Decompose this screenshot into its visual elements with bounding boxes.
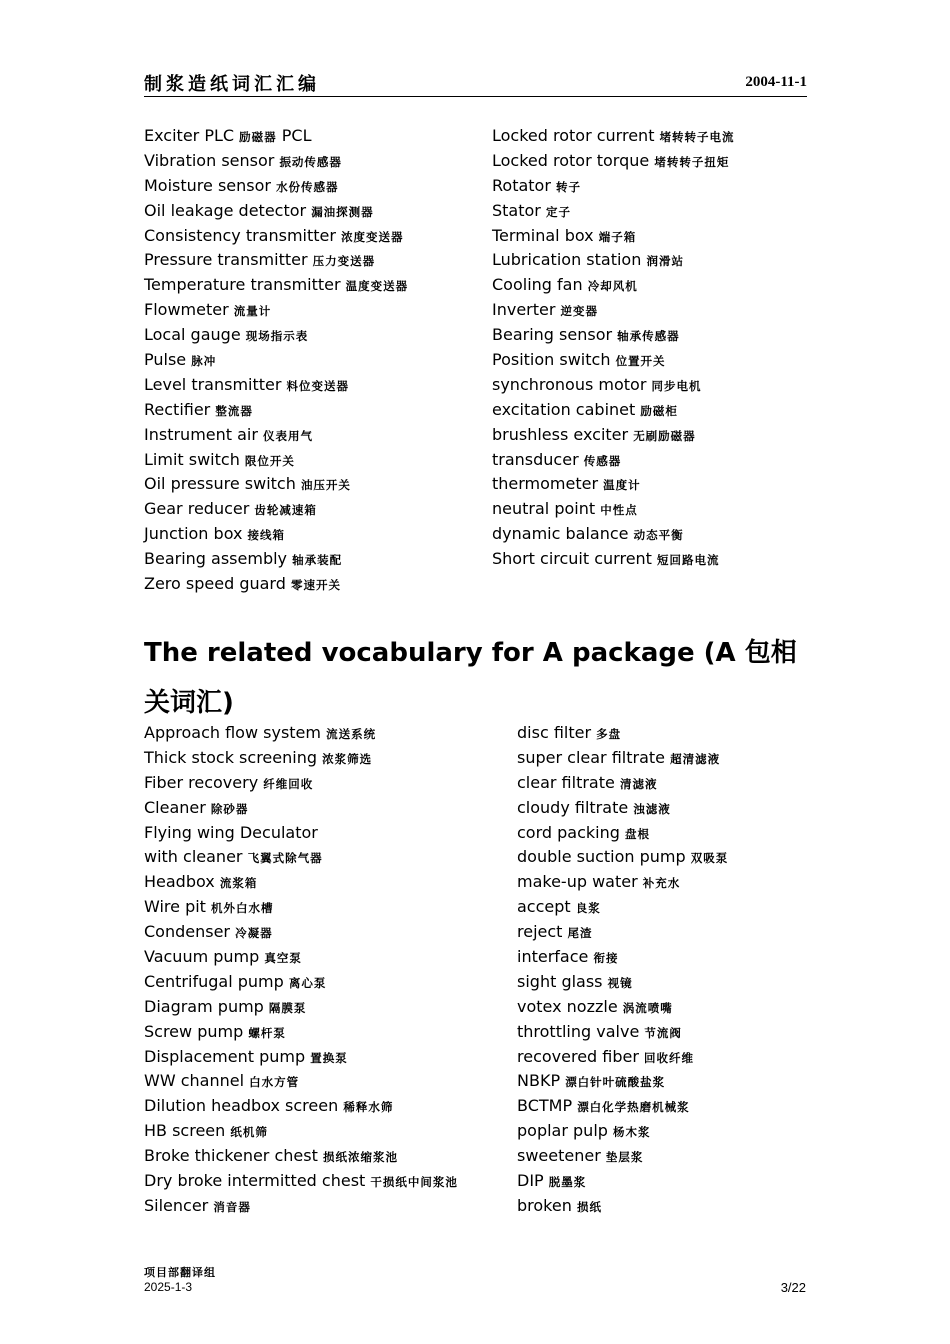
glossary-entry bbox=[144, 423, 408, 448]
glossary-column-1-right bbox=[492, 124, 735, 572]
term-chinese: 螺杆泵 bbox=[248, 1025, 286, 1040]
term-english: transducer bbox=[492, 449, 579, 469]
glossary-entry bbox=[492, 224, 735, 249]
term-chinese: 仪表用气 bbox=[263, 428, 314, 443]
term-chinese: 良浆 bbox=[575, 901, 601, 916]
page-number: 3/22 bbox=[780, 1280, 806, 1295]
term-chinese: 隔膜泵 bbox=[268, 1000, 307, 1015]
glossary-entry bbox=[517, 1069, 728, 1094]
glossary-entry bbox=[517, 845, 728, 870]
term-english: synchronous motor bbox=[492, 374, 647, 394]
glossary-entry bbox=[517, 796, 728, 821]
glossary-entry bbox=[492, 398, 735, 423]
term-english: Position switch bbox=[492, 350, 611, 370]
term-chinese: 浓度变送器 bbox=[341, 229, 404, 244]
glossary-entry bbox=[144, 945, 458, 970]
term-english: Locked rotor current bbox=[492, 126, 655, 145]
term-english: WW channel bbox=[144, 1071, 245, 1091]
glossary-entry bbox=[492, 124, 735, 149]
glossary-entry bbox=[492, 472, 735, 497]
term-english: Stator bbox=[492, 200, 541, 220]
term-chinese: 稀释水筛 bbox=[343, 1100, 394, 1115]
footer-left bbox=[144, 1266, 216, 1294]
glossary-entry bbox=[144, 497, 408, 522]
glossary-entry bbox=[144, 398, 408, 423]
term-chinese: 漏油探测器 bbox=[311, 204, 374, 219]
term-chinese: 纸机筛 bbox=[230, 1125, 268, 1140]
term-chinese: 垫层浆 bbox=[605, 1150, 644, 1165]
glossary-entry bbox=[144, 845, 458, 870]
term-chinese: 离心泵 bbox=[288, 975, 327, 990]
glossary-entry bbox=[144, 746, 458, 771]
term-chinese: 料位变送器 bbox=[286, 378, 350, 393]
term-chinese: 消音器 bbox=[213, 1199, 251, 1214]
term-chinese: 真空泵 bbox=[264, 951, 302, 966]
term-english: double suction pump bbox=[517, 847, 686, 867]
glossary-entry bbox=[517, 870, 728, 895]
term-chinese: 短回路电流 bbox=[657, 553, 720, 568]
term-english: neutral point bbox=[492, 499, 596, 519]
term-english: Displacement pump bbox=[144, 1046, 306, 1066]
term-english: Rectifier bbox=[144, 399, 211, 419]
glossary-entry bbox=[144, 870, 458, 895]
term-chinese: 油压开关 bbox=[300, 478, 351, 493]
glossary-entry bbox=[492, 149, 735, 174]
glossary-entry bbox=[492, 448, 735, 473]
term-english: Diagram pump bbox=[144, 996, 264, 1016]
term-chinese: 励磁器 bbox=[239, 130, 277, 144]
term-chinese: 流浆箱 bbox=[219, 876, 258, 891]
glossary-entry bbox=[492, 199, 735, 224]
term-chinese: 补充水 bbox=[642, 876, 681, 891]
glossary-entry bbox=[144, 547, 408, 572]
term-english: HB screen bbox=[144, 1121, 226, 1141]
term-chinese: 脱墨浆 bbox=[548, 1175, 587, 1190]
glossary-entry bbox=[144, 920, 458, 945]
term-chinese: 同步电机 bbox=[651, 378, 702, 393]
glossary-entry bbox=[144, 224, 408, 249]
glossary-entry bbox=[517, 771, 728, 796]
term-english: sight glass bbox=[517, 971, 603, 991]
term-chinese: 现场指示表 bbox=[245, 329, 309, 344]
term-english: throttling valve bbox=[517, 1021, 640, 1041]
term-chinese: 流送系统 bbox=[326, 727, 377, 741]
term-english: NBKP bbox=[517, 1071, 561, 1091]
glossary-entry bbox=[517, 970, 728, 995]
glossary-entry bbox=[517, 1020, 728, 1045]
term-chinese: 冷却风机 bbox=[587, 279, 638, 294]
header-date: 2004-11-1 bbox=[745, 74, 807, 90]
term-english: Wire pit bbox=[144, 897, 206, 917]
term-chinese: 零速开关 bbox=[290, 578, 341, 593]
term-english: make-up water bbox=[517, 872, 638, 892]
term-chinese: 尾渣 bbox=[567, 926, 593, 941]
glossary-entry bbox=[492, 522, 735, 547]
term-chinese: 限位开关 bbox=[244, 453, 295, 468]
term-english: Silencer bbox=[144, 1195, 209, 1215]
term-english: cloudy filtrate bbox=[517, 797, 629, 817]
term-chinese: 漂白针叶硫酸盐浆 bbox=[565, 1075, 666, 1090]
term-chinese: 回收纤维 bbox=[644, 1050, 695, 1065]
term-english: Gear reducer bbox=[144, 499, 250, 519]
glossary-entry bbox=[144, 373, 408, 398]
term-english: Oil pressure switch bbox=[144, 474, 296, 494]
glossary-entry bbox=[144, 1069, 458, 1094]
term-chinese: 白水方管 bbox=[249, 1075, 300, 1090]
term-english: reject bbox=[517, 922, 563, 942]
term-chinese: 纤维回收 bbox=[263, 776, 314, 791]
term-chinese: 损纸 bbox=[576, 1199, 602, 1214]
glossary-entry bbox=[517, 1144, 728, 1169]
term-chinese: 转子 bbox=[556, 179, 581, 194]
term-english: Condenser bbox=[144, 922, 230, 942]
glossary-entry bbox=[517, 1045, 728, 1070]
term-english: Pulse bbox=[144, 350, 187, 370]
glossary-entry bbox=[517, 746, 728, 771]
term-chinese: 逆变器 bbox=[560, 304, 599, 319]
term-chinese: 多盘 bbox=[596, 727, 622, 741]
term-english: Broke thickener chest bbox=[144, 1146, 318, 1166]
term-english: Flowmeter bbox=[144, 300, 229, 320]
term-english: Zero speed guard bbox=[144, 574, 286, 594]
term-chinese: 端子箱 bbox=[598, 229, 637, 244]
glossary-entry bbox=[492, 298, 735, 323]
term-chinese: 压力变送器 bbox=[312, 254, 376, 269]
term-chinese: 干损纸中间浆池 bbox=[370, 1175, 458, 1190]
term-english: super clear filtrate bbox=[517, 747, 665, 767]
term-english: Consistency transmitter bbox=[144, 225, 336, 245]
header-title: 制浆造纸词汇汇编 bbox=[144, 74, 320, 95]
term-english: Thick stock screening bbox=[144, 747, 317, 767]
page-header bbox=[144, 70, 807, 97]
term-chinese: 水份传感器 bbox=[276, 179, 339, 194]
term-chinese: 飞翼式除气器 bbox=[247, 851, 323, 866]
glossary-entry bbox=[517, 1119, 728, 1144]
section-heading: The related vocabulary for A package (A 包相关词汇) bbox=[144, 638, 797, 718]
term-chinese: 堵转转子扭矩 bbox=[654, 154, 730, 169]
glossary-entry bbox=[144, 248, 408, 273]
term-english: Vacuum pump bbox=[144, 947, 260, 967]
term-english: Temperature transmitter bbox=[144, 275, 341, 295]
term-english: Pressure transmitter bbox=[144, 250, 308, 270]
glossary-entry bbox=[492, 373, 735, 398]
term-chinese: 清滤液 bbox=[619, 776, 658, 791]
glossary-entry bbox=[492, 547, 735, 572]
glossary-entry bbox=[144, 572, 408, 597]
glossary-entry bbox=[144, 1119, 458, 1144]
term-english: disc filter bbox=[517, 723, 592, 742]
term-english: Oil leakage detector bbox=[144, 200, 307, 220]
term-chinese: 温度变送器 bbox=[345, 279, 409, 294]
glossary-entry bbox=[517, 1169, 728, 1194]
glossary-entry bbox=[144, 348, 408, 373]
term-english: dynamic balance bbox=[492, 524, 629, 544]
glossary-entry bbox=[144, 995, 458, 1020]
glossary-entry bbox=[144, 1020, 458, 1045]
term-english: thermometer bbox=[492, 474, 599, 494]
term-english: with cleaner bbox=[144, 847, 243, 867]
term-english: Level transmitter bbox=[144, 374, 282, 394]
term-english: Dilution headbox screen bbox=[144, 1096, 339, 1116]
glossary-entry bbox=[144, 273, 408, 298]
term-chinese: 轴承传感器 bbox=[617, 329, 680, 344]
glossary-entry bbox=[517, 920, 728, 945]
term-suffix: PCL bbox=[276, 126, 312, 145]
glossary-entry bbox=[144, 448, 408, 473]
term-english: Approach flow system bbox=[144, 723, 321, 742]
term-english: Moisture sensor bbox=[144, 175, 271, 195]
term-english: broken bbox=[517, 1195, 572, 1215]
glossary-entry bbox=[144, 472, 408, 497]
glossary-entry bbox=[144, 1194, 458, 1219]
term-chinese: 位置开关 bbox=[615, 354, 666, 369]
term-english: Flying wing Deculator bbox=[144, 822, 318, 842]
term-chinese: 励磁柜 bbox=[640, 403, 678, 418]
term-chinese: 浓浆筛选 bbox=[322, 751, 373, 766]
glossary-entry bbox=[492, 323, 735, 348]
term-english: DIP bbox=[517, 1171, 544, 1191]
term-chinese: 脉冲 bbox=[191, 354, 217, 369]
glossary-entry bbox=[144, 895, 458, 920]
glossary-entry bbox=[144, 821, 458, 846]
term-chinese: 堵转转子电流 bbox=[659, 130, 735, 144]
term-english: accept bbox=[517, 897, 571, 917]
term-chinese: 节流阀 bbox=[644, 1025, 682, 1040]
term-english: Fiber recovery bbox=[144, 772, 259, 792]
glossary-entry bbox=[517, 721, 728, 746]
term-english: Junction box bbox=[144, 524, 243, 544]
glossary-entry bbox=[144, 199, 408, 224]
term-english: Locked rotor torque bbox=[492, 150, 650, 170]
glossary-entry bbox=[144, 1094, 458, 1119]
glossary-entry bbox=[144, 771, 458, 796]
term-english: excitation cabinet bbox=[492, 399, 636, 419]
footer-department: 项目部翻译组 bbox=[144, 1267, 216, 1279]
term-english: Limit switch bbox=[144, 449, 240, 469]
term-chinese: 漂白化学热磨机械浆 bbox=[577, 1100, 690, 1115]
term-chinese: 衔接 bbox=[593, 951, 619, 966]
term-english: Headbox bbox=[144, 872, 215, 892]
glossary-entry bbox=[517, 1094, 728, 1119]
term-english: Inverter bbox=[492, 300, 556, 320]
glossary-entry bbox=[517, 1194, 728, 1219]
term-english: sweetener bbox=[517, 1146, 601, 1166]
glossary-column-1-left bbox=[144, 124, 408, 597]
term-chinese: 除砂器 bbox=[210, 801, 249, 816]
glossary-entry bbox=[144, 323, 408, 348]
glossary-entry bbox=[517, 895, 728, 920]
glossary-entry bbox=[517, 821, 728, 846]
term-chinese: 温度计 bbox=[603, 478, 641, 493]
term-chinese: 轴承装配 bbox=[292, 553, 343, 568]
term-chinese: 机外白水槽 bbox=[211, 901, 274, 916]
term-english: cord packing bbox=[517, 822, 620, 842]
term-english: Cleaner bbox=[144, 797, 206, 817]
term-chinese: 动态平衡 bbox=[633, 528, 684, 543]
term-chinese: 振动传感器 bbox=[279, 154, 342, 169]
term-chinese: 涡流喷嘴 bbox=[622, 1000, 673, 1015]
glossary-entry bbox=[492, 248, 735, 273]
term-chinese: 润滑站 bbox=[646, 254, 684, 269]
term-english: Cooling fan bbox=[492, 275, 583, 295]
glossary-entry bbox=[144, 174, 408, 199]
term-english: Rotator bbox=[492, 175, 551, 195]
term-chinese: 中性点 bbox=[600, 503, 638, 518]
term-chinese: 流量计 bbox=[233, 304, 272, 319]
term-chinese: 视镜 bbox=[607, 975, 633, 990]
glossary-entry bbox=[144, 1144, 458, 1169]
term-english: Vibration sensor bbox=[144, 150, 275, 170]
term-chinese: 超清滤液 bbox=[670, 751, 721, 766]
term-english: BCTMP bbox=[517, 1096, 573, 1116]
term-english: brushless exciter bbox=[492, 424, 629, 444]
term-chinese: 传感器 bbox=[583, 453, 622, 468]
term-english: Terminal box bbox=[492, 225, 594, 245]
term-english: recovered fiber bbox=[517, 1046, 639, 1066]
glossary-entry bbox=[144, 298, 408, 323]
term-english: interface bbox=[517, 947, 589, 967]
term-chinese: 接线箱 bbox=[247, 528, 286, 543]
glossary-entry bbox=[144, 721, 458, 746]
term-english: Exciter PLC bbox=[144, 126, 235, 145]
term-chinese: 损纸浓缩浆池 bbox=[322, 1150, 398, 1165]
glossary-column-2-left bbox=[144, 721, 458, 1219]
term-chinese: 置换泵 bbox=[310, 1050, 348, 1065]
glossary-entry bbox=[517, 945, 728, 970]
term-chinese: 浊滤液 bbox=[633, 801, 671, 816]
glossary-entry bbox=[492, 348, 735, 373]
term-english: Bearing assembly bbox=[144, 549, 288, 569]
glossary-entry bbox=[144, 124, 408, 149]
glossary-entry bbox=[144, 1169, 458, 1194]
term-chinese: 双吸泵 bbox=[690, 851, 729, 866]
term-english: poplar pulp bbox=[517, 1121, 608, 1141]
term-chinese: 冷凝器 bbox=[235, 926, 273, 941]
glossary-entry bbox=[144, 1045, 458, 1070]
glossary-entry bbox=[144, 149, 408, 174]
term-chinese: 无刷励磁器 bbox=[633, 428, 696, 443]
term-english: votex nozzle bbox=[517, 996, 618, 1016]
term-chinese: 整流器 bbox=[215, 403, 253, 418]
term-english: clear filtrate bbox=[517, 772, 615, 792]
term-english: Centrifugal pump bbox=[144, 971, 284, 991]
glossary-entry bbox=[492, 423, 735, 448]
term-english: Instrument air bbox=[144, 424, 258, 444]
glossary-entry bbox=[492, 497, 735, 522]
term-english: Bearing sensor bbox=[492, 325, 613, 345]
term-english: Lubrication station bbox=[492, 250, 642, 270]
glossary-entry bbox=[144, 522, 408, 547]
glossary-entry bbox=[144, 970, 458, 995]
term-chinese: 齿轮减速箱 bbox=[254, 503, 317, 518]
glossary-entry bbox=[492, 174, 735, 199]
term-chinese: 杨木浆 bbox=[613, 1125, 651, 1140]
glossary-column-2-right bbox=[517, 721, 728, 1219]
glossary-entry bbox=[517, 995, 728, 1020]
term-english: Dry broke intermitted chest bbox=[144, 1171, 366, 1191]
term-chinese: 定子 bbox=[545, 204, 571, 219]
glossary-entry bbox=[492, 273, 735, 298]
term-english: Local gauge bbox=[144, 325, 241, 345]
term-english: Screw pump bbox=[144, 1021, 244, 1041]
glossary-entry bbox=[144, 796, 458, 821]
term-chinese: 盘根 bbox=[624, 826, 650, 841]
footer-date: 2025-1-3 bbox=[144, 1280, 193, 1294]
term-english: Short circuit current bbox=[492, 549, 652, 569]
